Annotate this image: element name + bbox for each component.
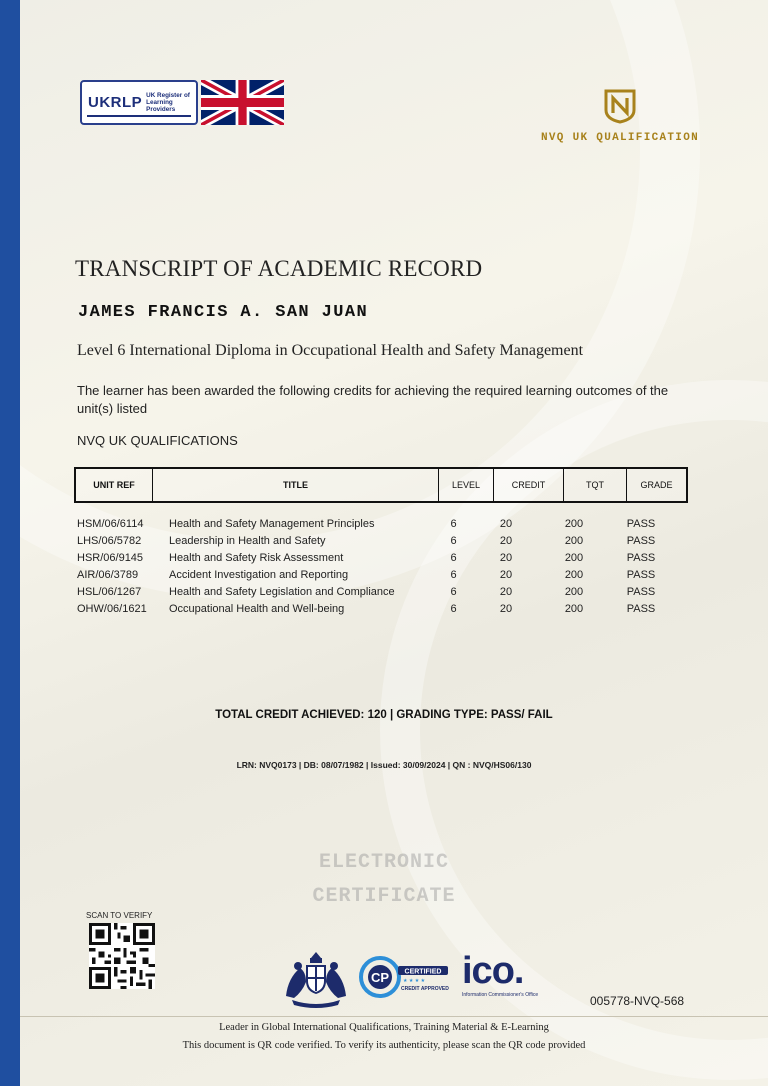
ukrlp-logo-subtitle: UK Register of Learning Providers: [146, 92, 190, 113]
header-grade: GRADE: [640, 480, 673, 490]
table-row: [77, 532, 697, 549]
qualification-title: Level 6 International Diploma in Occupational Health and Safety Management: [77, 342, 584, 359]
tqt-cell: 200: [564, 602, 584, 615]
grade-cell: PASS: [626, 517, 656, 530]
ukrlp-underline: [87, 115, 191, 117]
credit-cell: 20: [499, 568, 513, 581]
unit-title-cell: Health and Safety Risk Assessment: [169, 551, 344, 564]
credit-cell: 20: [499, 551, 513, 564]
royal-coat-of-arms-icon: [278, 948, 354, 1008]
svg-text:CP: CP: [370, 970, 390, 985]
total-credit-summary: TOTAL CREDIT ACHIEVED: 120 | GRADING TYPE: PASS/ FAIL: [215, 709, 553, 721]
level-cell: 6: [450, 517, 457, 530]
certificate-number: 005778-NVQ-568: [590, 994, 685, 1008]
ukrlp-logo: [80, 80, 198, 125]
unit-table-body: [77, 515, 697, 617]
electronic-certificate-stamp: [250, 846, 518, 914]
stamp-line-1: ELECTRONIC: [318, 851, 450, 874]
unit-ref-cell: LHS/06/5782: [77, 534, 142, 547]
nvq-shield-icon: [603, 88, 637, 124]
level-cell: 6: [450, 602, 457, 615]
credit-cell: 20: [499, 534, 513, 547]
nvq-brand-logo: [540, 88, 700, 144]
unit-ref-cell: HSL/06/1267: [77, 585, 142, 598]
learner-identifiers: LRN: NVQ0173 | DB: 08/07/1982 | Issued: 30/09/2024 | QN : NVQ/HS06/130: [236, 760, 532, 770]
footer-tagline: Leader in Global International Qualifications, Training Material & E-Learning: [219, 1022, 549, 1033]
ico-logo-subtitle: Information Commissioner's Office: [462, 992, 539, 998]
learner-name: JAMES FRANCIS A. SAN JUAN: [78, 303, 369, 322]
header-tqt: TQT: [564, 469, 627, 501]
table-row: [77, 566, 697, 583]
svg-text:★ ★ ★ ★: ★ ★ ★ ★: [403, 978, 426, 984]
qr-code-icon[interactable]: [89, 923, 155, 989]
unit-title-cell: Leadership in Health and Safety: [169, 534, 326, 547]
tqt-cell: 200: [564, 568, 584, 581]
header-unit-ref: UNIT REF: [76, 469, 153, 501]
header-credit: CREDIT: [494, 469, 564, 501]
stamp-line-2: CERTIFICATE: [312, 885, 456, 908]
unit-title-cell: Health and Safety Management Principles: [169, 517, 375, 530]
unit-ref-cell: AIR/06/3789: [77, 568, 139, 581]
scan-to-verify-label: SCAN TO VERIFY: [86, 911, 153, 920]
cpd-certified-icon: [358, 955, 450, 999]
unit-title-cell: Accident Investigation and Reporting: [169, 568, 349, 581]
nvq-logo-text: NVQ UK QUALIFICATION: [540, 132, 700, 144]
ico-logo-text: ico.: [462, 950, 524, 992]
unit-ref-cell: OHW/06/1621: [77, 602, 147, 615]
document-title: TRANSCRIPT OF ACADEMIC RECORD: [75, 256, 483, 281]
unit-title-cell: Occupational Health and Well-being: [169, 602, 345, 615]
tqt-cell: 200: [564, 517, 584, 530]
credit-cell: 20: [499, 602, 513, 615]
tqt-cell: 200: [564, 551, 584, 564]
awarding-body: NVQ UK QUALIFICATIONS: [77, 433, 238, 448]
credit-approved-label: CREDIT APPROVED: [401, 986, 449, 992]
credit-cell: 20: [499, 517, 513, 530]
level-cell: 6: [450, 568, 457, 581]
level-cell: 6: [450, 534, 457, 547]
unit-ref-cell: HSM/06/6114: [77, 517, 144, 530]
ico-logo: [462, 952, 544, 1002]
grade-cell: PASS: [626, 602, 656, 615]
uk-flag-icon: [201, 80, 284, 125]
grade-cell: PASS: [626, 534, 656, 547]
tqt-cell: 200: [564, 534, 584, 547]
certified-label: CERTIFIED: [404, 968, 442, 976]
header-level: LEVEL: [439, 469, 494, 501]
tqt-cell: 200: [564, 585, 584, 598]
grade-cell: PASS: [626, 585, 656, 598]
ukrlp-logo-text: UKRLP: [88, 94, 143, 111]
level-cell: 6: [450, 585, 457, 598]
grade-cell: PASS: [626, 551, 656, 564]
unit-title-cell: Health and Safety Legislation and Compliance: [169, 585, 395, 598]
table-row: [77, 600, 697, 617]
footer-verification-note: This document is QR code verified. To verify its authenticity, please scan the QR code provided: [182, 1040, 586, 1051]
header-title: TITLE: [153, 469, 439, 501]
award-description: The learner has been awarded the following credits for achieving the required learning outcomes of the unit(s) listed: [77, 383, 669, 416]
table-row: [77, 583, 697, 600]
footer-divider: [20, 1016, 768, 1017]
unit-table-header: [74, 467, 688, 503]
credit-cell: 20: [499, 585, 513, 598]
grade-cell: PASS: [626, 568, 656, 581]
table-row: [77, 515, 697, 532]
left-accent-bar: [0, 0, 20, 1086]
unit-ref-cell: HSR/06/9145: [77, 551, 144, 564]
table-row: [77, 549, 697, 566]
level-cell: 6: [450, 551, 457, 564]
